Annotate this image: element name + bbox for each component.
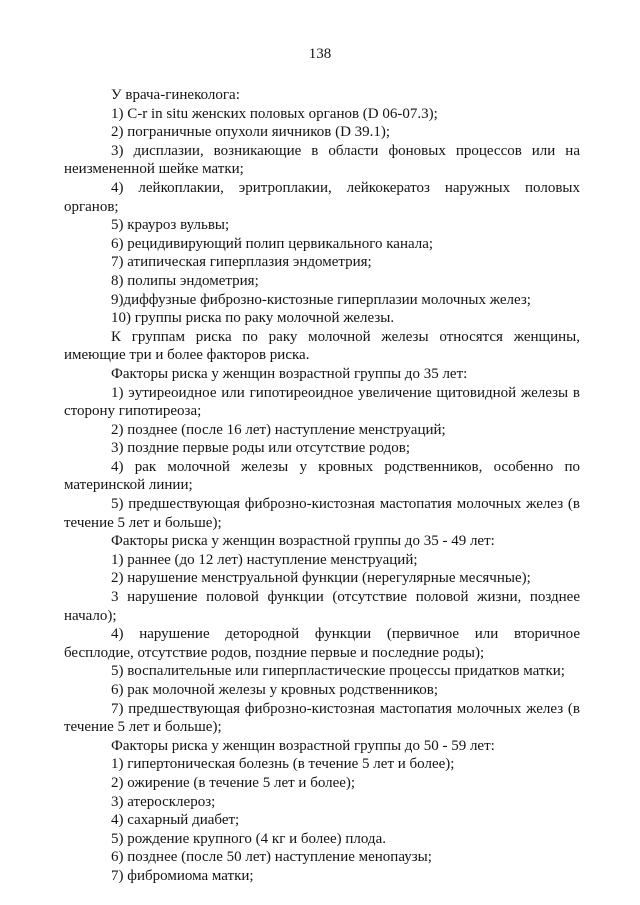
page-number: 138 [308,46,332,62]
list-item: 9)диффузные фиброзно-кистозные гиперплазии молочных желез; [111,291,531,308]
list-item: 3) дисплазии, возникающие в области фоновых процессов или на неизмененной шейке матки; [64,142,580,178]
list-item: 1) C-r in situ женских половых органов (D 06-07.3); [111,105,438,122]
section-heading: Факторы риска у женщин возрастной группы до 50 - 59 лет: [111,737,495,754]
list-item: 1) эутиреоидное или гипотиреоидное увеличение щитовидной железы в сторону гипотиреоза; [64,384,580,420]
list-item: 2) пограничные опухоли яичников (D 39.1); [111,124,391,141]
list-item: 1) гипертоническая болезнь (в течение 5 лет и более); [111,756,455,773]
list-item: 10) группы риска по раку молочной железы. [111,310,395,327]
list-item: 4) сахарный диабет; [111,812,240,829]
list-item: 2) нарушение менструальной функции (нерегулярные месячные); [111,570,531,587]
list-item: 7) фибромиома матки; [111,867,254,884]
list-item: 3) атеросклероз; [111,793,216,810]
list-item: 4) нарушение детородной функции (первичное или вторичное бесплодие, отсутствие родов, поздние первые и последние роды); [64,626,580,661]
list-item: 4) лейкоплакии, эритроплакии, лейкокератоз наружных половых органов; [64,179,580,215]
list-item: 7) предшествующая фиброзно-кистозная мастопатия молочных желез (в течение 5 лет и больше); [64,700,580,736]
list-item: 2) позднее (после 16 лет) наступление менструаций; [111,421,446,438]
section-heading: У врача-гинеколога: [111,87,240,103]
list-item: 1) раннее (до 12 лет) наступление менструаций; [111,551,418,568]
list-item: 4) рак молочной железы у кровных родственников, особенно по материнской линии; [64,458,580,494]
document-body [64,86,580,886]
list-item: 5) предшествующая фиброзно-кистозная мастопатия молочных желез (в течение 5 лет и больше); [64,496,580,531]
paragraph: К группам риска по раку молочной железы относятся женщины, имеющие три и более факторов риска. [64,328,580,364]
section-heading: Факторы риска у женщин возрастной группы до 35 лет: [111,365,468,382]
list-item: 7) атипическая гиперплазия эндометрия; [111,254,372,271]
list-item: 5) воспалительные или гиперпластические процессы придатков матки; [111,663,565,680]
list-item: 5) рождение крупного (4 кг и более) плода. [111,830,386,847]
section-heading: Факторы риска у женщин возрастной группы до 35 - 49 лет: [111,533,495,550]
list-item: 2) ожирение (в течение 5 лет и более); [111,774,356,791]
list-item: 6) рецидивирующий полип цервикального канала; [111,235,434,252]
list-item: 3 нарушение половой функции (отсутствие половой жизни, позднее начало); [64,589,580,624]
list-item: 6) рак молочной железы у кровных родственников; [111,682,438,698]
list-item: 3) поздние первые роды или отсутствие родов; [111,440,411,457]
list-item: 6) позднее (после 50 лет) наступление менопаузы; [111,849,432,866]
list-item: 8) полипы эндометрия; [111,272,259,289]
list-item: 5) крауроз вульвы; [111,217,230,234]
